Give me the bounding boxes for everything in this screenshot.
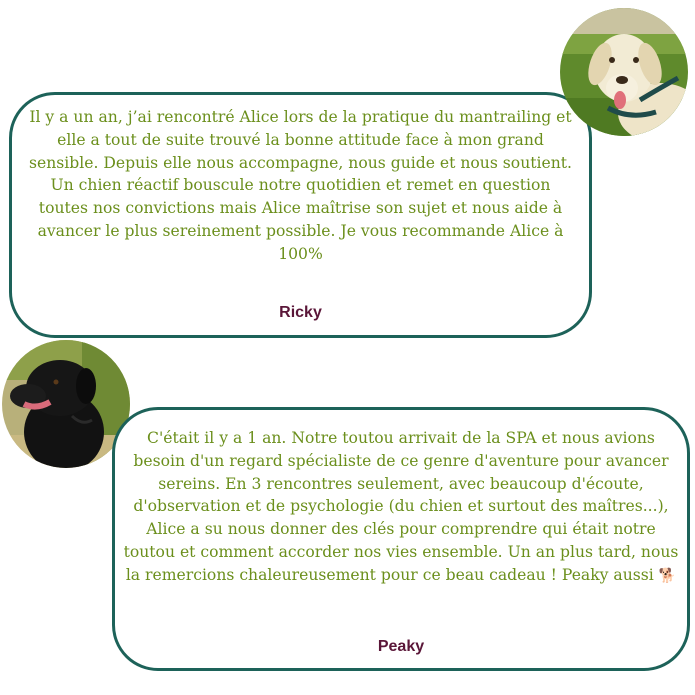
testimonial-author: Peaky xyxy=(377,638,425,655)
testimonial-quote xyxy=(115,427,687,588)
dog-emoji-icon: 🐕 xyxy=(658,567,677,584)
testimonial-quote-text: C'était il y a 1 an. Notre toutou arrivait de la SPA et nous avions besoin d'un regard spécialiste de ce genre d'aventure pour avancer sereins. En 3 rencontres seulement, avec beaucoup d'écoute, d'observation et de psychologie (du chien et surtout des maîtres...), Alice a su nous donner des clés pour comprendre qui était notre toutou et comment accorder nos vies ensemble. Un an plus tard, nous la remercions chaleureusement pour ce beau cadeau ! Peaky aussi xyxy=(123,429,679,584)
white-labrador-photo-icon xyxy=(560,8,688,136)
testimonial-quote: Il y a un an, j’ai rencontré Alice lors de la pratique du mantrailing et elle a tout de suite trouvé la bonne attitude face à mon grand sensible. Depuis elle nous accompagne, nous guide et nous soutient. Un chien réactif bouscule notre quotidien et remet en question toutes nos convictions mais Alice maîtrise son sujet et nous aide à avancer le plus sereinement possible. Je vous recommande Alice à 100% xyxy=(29,108,572,263)
testimonial-author: Ricky xyxy=(279,304,322,321)
black-labrador-photo-icon xyxy=(2,340,130,468)
testimonial-card-ricky xyxy=(9,92,592,338)
testimonial-card-peaky xyxy=(112,407,690,671)
